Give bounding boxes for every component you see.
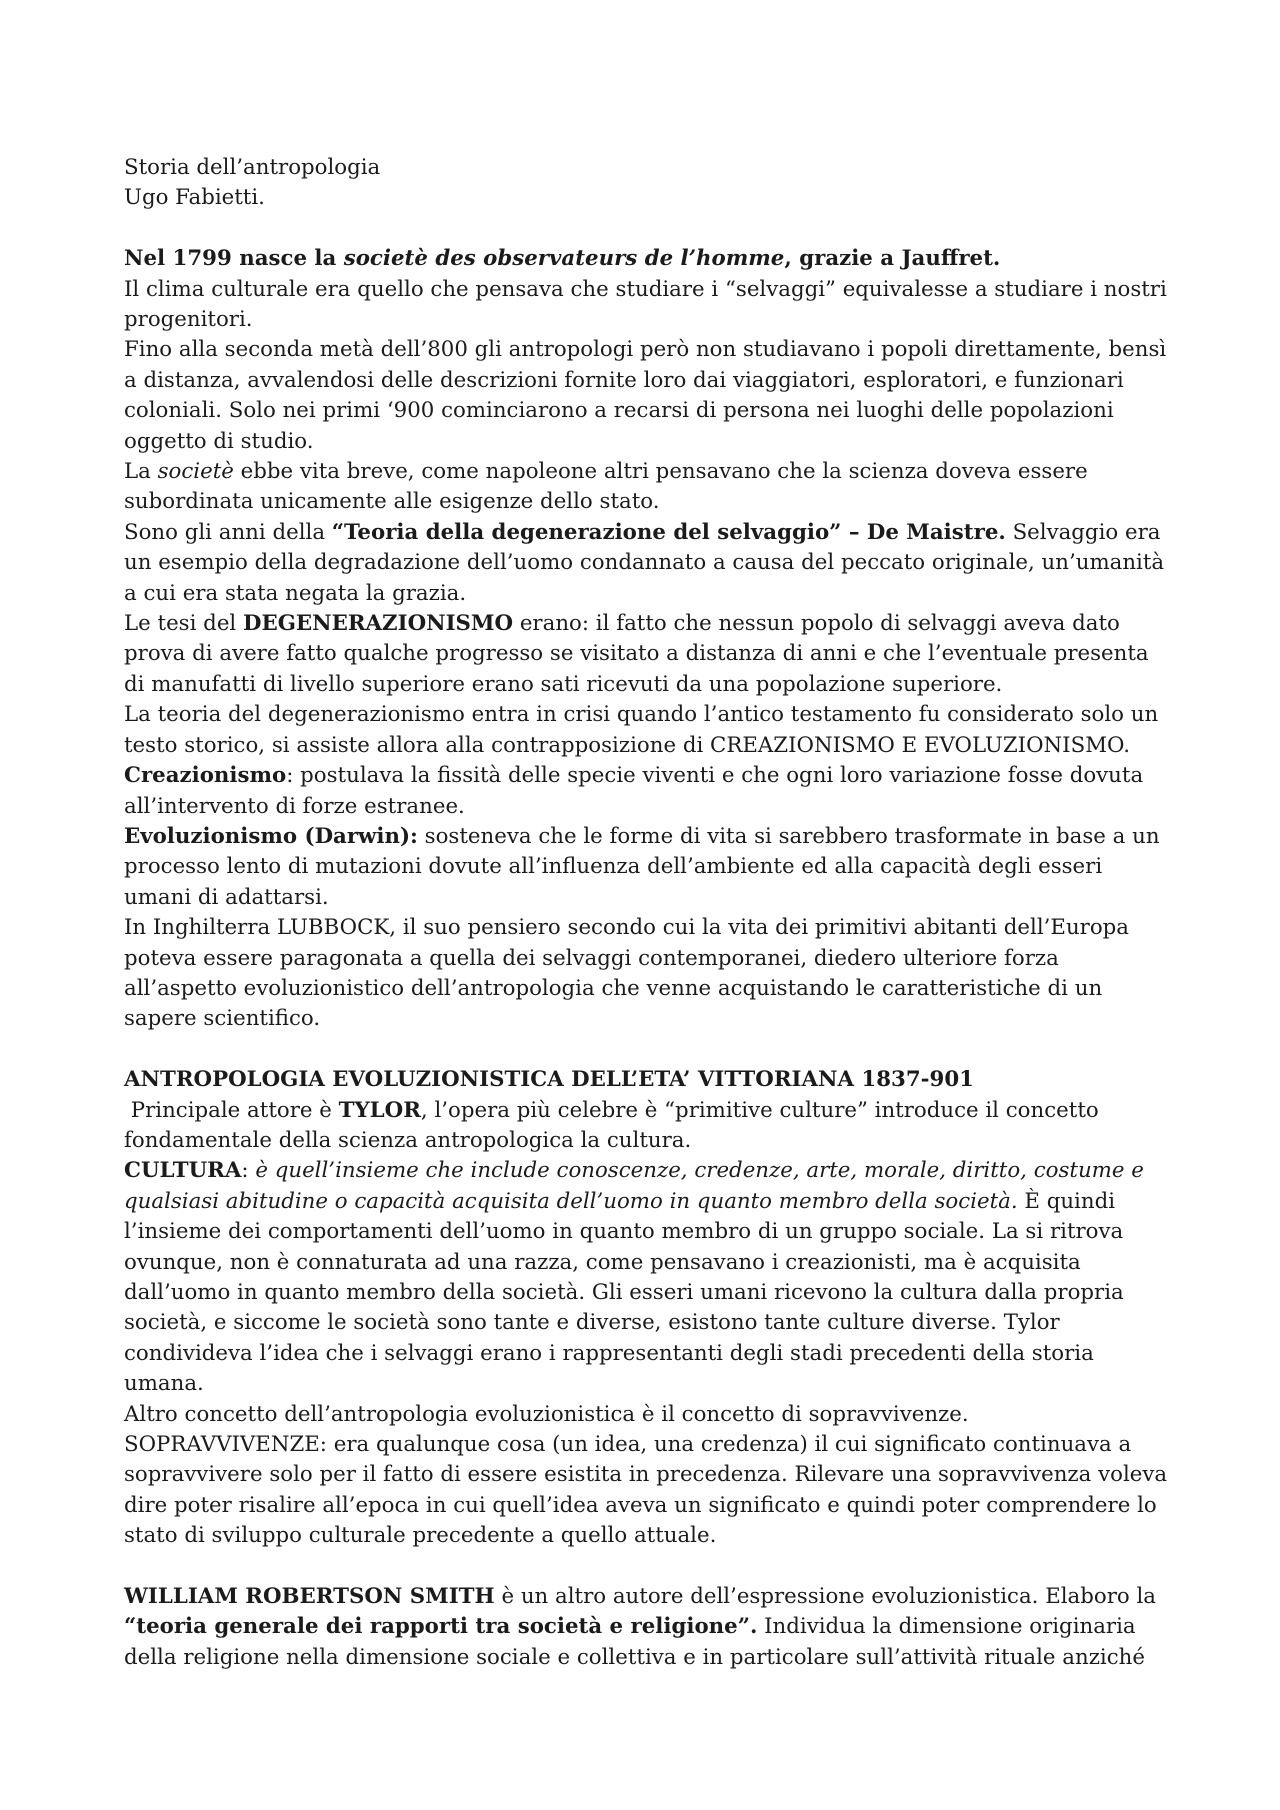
bold-term: DEGENERAZIONISMO bbox=[243, 611, 514, 637]
paragraph: Altro concetto dell’antropologia evoluzionistica è il concetto di sopravvivenze. bbox=[124, 1401, 969, 1427]
text: Le tesi del bbox=[124, 611, 244, 637]
bold-term: Creazionismo bbox=[124, 763, 287, 789]
spacer bbox=[124, 1552, 1169, 1582]
spacer bbox=[124, 1035, 1169, 1065]
text: La bbox=[124, 459, 158, 485]
spacer bbox=[124, 214, 1169, 244]
bold-term: WILLIAM ROBERTSON SMITH bbox=[124, 1584, 495, 1610]
heading-part: , grazie a Jauffret. bbox=[784, 246, 1001, 272]
italic-term: societè bbox=[157, 459, 234, 485]
bold-term: CULTURA bbox=[124, 1158, 242, 1184]
paragraph bbox=[124, 457, 1169, 518]
text: È quindi l’insieme dei comportamenti dell’uomo in quanto membro di un gruppo sociale. La si ritrova ovunque, non è connaturata ad una razza, come pensavano i creazionisti, ma è acquisita dall’uomo in quanto membro della società. Gli esseri umani ricevono la cultura dalla propria società, e siccome le società sono tante e diverse, esistono tante culture diverse. Tylor condivideva l’idea che i selvaggi erano i rappresentanti degli stadi precedenti della storia umana. bbox=[124, 1188, 1124, 1397]
text: Selvaggio era un esempio della degradazione dell’uomo condannato a causa del peccato originale, un’umanità a cui era stata negata la grazia. bbox=[124, 519, 1165, 606]
paragraph bbox=[124, 822, 1169, 913]
section-2-heading bbox=[124, 1065, 1169, 1095]
bold-term: “teoria generale dei rapporti tra società e religione”. bbox=[124, 1614, 758, 1640]
doc-title: Storia dell’antropologia bbox=[124, 155, 381, 180]
paragraph bbox=[124, 518, 1169, 609]
text: erano: il fatto che nessun popolo di selvaggi aveva dato prova di avere fatto qualche progresso se visitato a distanza di anni e che l’eventuale presenta di manufatti di livello superiore erano sati ricevuti da una popolazione superiore. bbox=[124, 611, 1149, 697]
section-1-heading bbox=[124, 244, 1169, 274]
heading-italic: societè des observateurs de l’homme bbox=[343, 246, 785, 272]
text: ebbe vita breve, come napoleone altri pensavano che la scienza doveva essere subordinata unicamente alle esigenze dello stato. bbox=[124, 459, 1088, 515]
bold-term: Evoluzionismo (Darwin): bbox=[124, 823, 418, 849]
paragraph: Il clima culturale era quello che pensava che studiare i “selvaggi” equivalesse a studiare i nostri progenitori. bbox=[124, 276, 1167, 333]
text: Individua la dimensione originaria della religione nella dimensione sociale e collettiva e in particolare sull’attività rituale anziché bbox=[124, 1614, 1145, 1670]
paragraph bbox=[124, 761, 1169, 822]
doc-author: Ugo Fabietti. bbox=[124, 185, 265, 211]
text: Sono gli anni della bbox=[124, 519, 332, 545]
bold-term: TYLOR bbox=[338, 1097, 421, 1123]
paragraph bbox=[124, 1096, 1169, 1157]
text: : postulava la fissità delle specie viventi e che ogni loro variazione fosse dovuta all’intervento di forze estranee. bbox=[124, 763, 1144, 819]
paragraph bbox=[124, 1156, 1169, 1399]
paragraph: SOPRAVVIVENZE: era qualunque cosa (un idea, una credenza) il cui significato continuava a sopravvivere solo per il fatto di essere esistita in precedenza. Rilevare una sopravvivenza voleva dire poter risalire all’epoca in cui quell’idea aveva un significato e quindi poter comprendere lo stato di sviluppo culturale precedente a quello attuale. bbox=[124, 1432, 1168, 1549]
text: sosteneva che le forme di vita si sarebbero trasformate in base a un processo lento di mutazioni dovute all’influenza dell’ambiente ed alla capacità degli esseri umani di adattarsi. bbox=[124, 823, 1160, 910]
paragraph: In Inghilterra LUBBOCK, il suo pensiero secondo cui la vita dei primitivi abitanti dell’Europa poteva essere paragonata a quella dei selvaggi contemporanei, diedero ulteriore forza all’aspetto evoluzionistico dell’antropologia che venne acquistando le caratteristiche di un sapere scientifico. bbox=[124, 915, 1130, 1032]
paragraph: La teoria del degenerazionismo entra in crisi quando l’antico testamento fu considerato solo un testo storico, si assiste allora alla contrapposizione di CREAZIONISMO E EVOLUZIONISMO. bbox=[124, 702, 1159, 758]
heading-text: ANTROPOLOGIA EVOLUZIONISTICA DELL’ETA’ VITTORIANA 1837-901 bbox=[124, 1067, 974, 1093]
text: è un altro autore dell’espressione evoluzionistica. Elaboro la bbox=[494, 1584, 1156, 1610]
document-page bbox=[124, 153, 1169, 1673]
paragraph bbox=[124, 1582, 1169, 1673]
text: Principale attore è bbox=[124, 1097, 339, 1123]
paragraph bbox=[124, 609, 1169, 700]
italic-definition: è quell’insieme che include conoscenze, credenze, arte, morale, diritto, costume e qualsiasi abitudine o capacità acquisita dell’uomo in quanto membro della società. bbox=[124, 1158, 1144, 1214]
text: , l’opera più celebre è “primitive culture” introduce il concetto fondamentale della scienza antropologica la cultura. bbox=[124, 1097, 1099, 1153]
bold-term: “Teoria della degenerazione del selvaggio” – De Maistre. bbox=[331, 519, 1006, 545]
text: : bbox=[241, 1158, 256, 1184]
paragraph: Fino alla seconda metà dell’800 gli antropologi però non studiavano i popoli direttamente, bensì a distanza, avvalendosi delle descrizioni fornite loro dai viaggiatori, esploratori, e funzionari coloniali. Solo nei primi ‘900 cominciarono a recarsi di persona nei luoghi delle popolazioni oggetto di studio. bbox=[124, 337, 1167, 454]
heading-part: Nel 1799 nasce la bbox=[124, 246, 344, 272]
